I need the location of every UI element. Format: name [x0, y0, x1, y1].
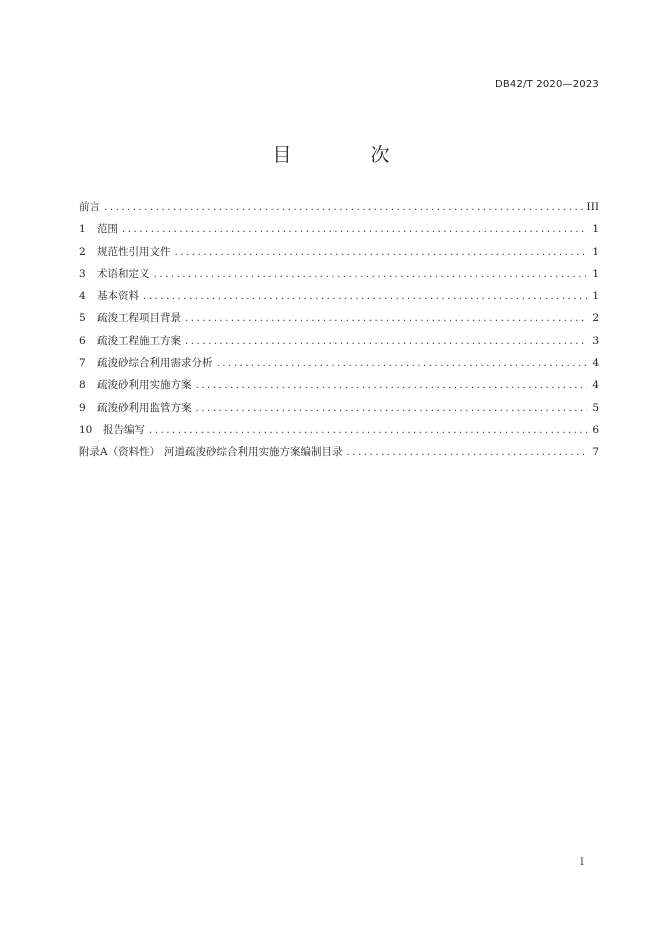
- toc-entry-number: 9: [79, 401, 86, 414]
- toc-entry-number: 1: [79, 223, 86, 236]
- toc-leader-dots: [196, 402, 588, 414]
- toc-leader-dots: [175, 246, 588, 258]
- toc-entry-page: 4: [592, 379, 599, 392]
- toc-entry-text: 疏浚工程项目背景: [97, 312, 181, 325]
- toc-entry-text: 术语和定义: [97, 267, 150, 280]
- toc-entry-text: 范围: [97, 223, 118, 236]
- table-of-contents: [79, 199, 599, 467]
- toc-leader-dots: [185, 335, 587, 347]
- toc-entry-3[interactable]: [79, 266, 599, 288]
- toc-entry-number: 6: [79, 334, 86, 347]
- toc-entry-2[interactable]: [79, 244, 599, 266]
- toc-leader-dots: [149, 424, 587, 436]
- toc-entry-text: 疏浚工程施工方案: [97, 334, 181, 347]
- toc-entry-text: 报告编写: [103, 423, 145, 436]
- toc-entry-number: 3: [79, 267, 86, 280]
- toc-entry-appendix-a[interactable]: [79, 444, 599, 466]
- toc-leader-dots: [185, 312, 587, 324]
- toc-entry-9[interactable]: [79, 400, 599, 422]
- toc-entry-page: 1: [592, 223, 599, 236]
- toc-entry-page: 1: [592, 267, 599, 280]
- toc-leader-dots: [104, 201, 583, 213]
- toc-entry-text: 疏浚砂综合利用需求分析: [97, 357, 213, 370]
- toc-entry-page: 1: [592, 245, 599, 258]
- toc-entry-number: 4: [79, 290, 86, 303]
- toc-entry-foreword[interactable]: [79, 199, 599, 221]
- toc-entry-number: 2: [79, 245, 86, 258]
- toc-entry-page: 3: [592, 334, 599, 347]
- toc-entry-5[interactable]: [79, 310, 599, 332]
- toc-entry-1[interactable]: [79, 221, 599, 243]
- toc-entry-4[interactable]: [79, 288, 599, 310]
- toc-entry-page: 1: [592, 290, 599, 303]
- toc-entry-text: 规范性引用文件: [97, 245, 171, 258]
- page-number: I: [580, 857, 584, 868]
- toc-leader-dots: [122, 223, 587, 235]
- toc-entry-6[interactable]: [79, 333, 599, 355]
- toc-entry-text: 疏浚砂利用监管方案: [97, 401, 192, 414]
- toc-entry-text: 疏浚砂利用实施方案: [97, 379, 192, 392]
- toc-entry-text: 基本资料: [97, 290, 139, 303]
- toc-entry-number: 8: [79, 379, 86, 392]
- toc-leader-dots: [196, 379, 588, 391]
- toc-entry-number: 10: [79, 423, 93, 436]
- toc-entry-7[interactable]: [79, 355, 599, 377]
- document-code: DB42/T 2020—2023: [494, 79, 599, 90]
- toc-entry-page: 5: [592, 401, 599, 414]
- toc-entry-page: 4: [592, 357, 599, 370]
- toc-entry-page: 7: [592, 446, 599, 459]
- toc-entry-10[interactable]: [79, 422, 599, 444]
- toc-entry-number: 7: [79, 357, 86, 370]
- toc-entry-number: 5: [79, 312, 86, 325]
- toc-entry-page: 2: [592, 312, 599, 325]
- toc-leader-dots: [347, 446, 587, 458]
- toc-entry-page: 6: [592, 423, 599, 436]
- toc-leader-dots: [143, 290, 587, 302]
- appendix-label: 附录A（资料性）: [79, 446, 161, 459]
- appendix-title: 河道疏浚砂综合利用实施方案编制目录: [164, 446, 343, 459]
- toc-leader-dots: [217, 357, 588, 369]
- toc-entry-8[interactable]: [79, 377, 599, 399]
- toc-leader-dots: [154, 268, 588, 280]
- toc-entry-text: 前言: [79, 201, 100, 213]
- toc-entry-page: III: [586, 201, 599, 213]
- page-title: 目 次: [272, 144, 420, 166]
